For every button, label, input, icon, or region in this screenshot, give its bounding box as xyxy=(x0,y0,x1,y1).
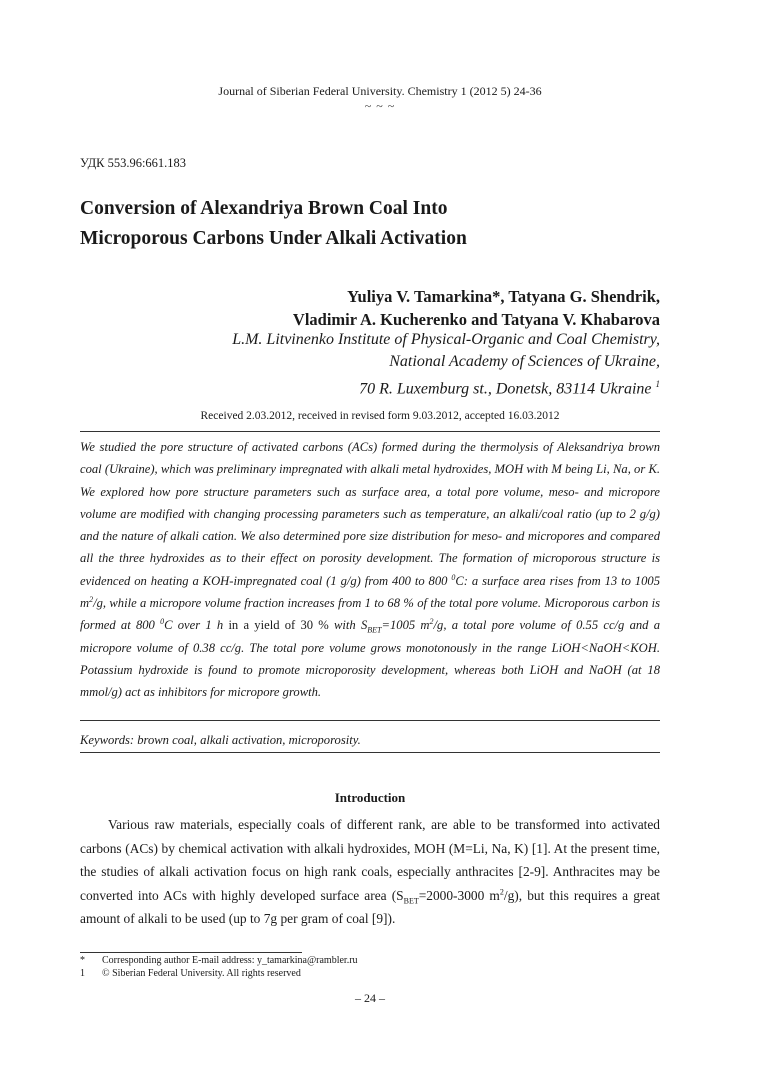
article-title xyxy=(80,194,467,254)
affiliation xyxy=(232,329,660,400)
keywords: Keywords: brown coal, alkali activation, microporosity. xyxy=(80,733,361,747)
affiliation-line-1: L.M. Litvinenko Institute of Physical-Organic and Coal Chemistry, xyxy=(232,331,660,348)
journal-header: Journal of Siberian Federal University. Chemistry 1 (2012 5) 24-36 xyxy=(218,84,542,98)
footnote-mark: * xyxy=(80,955,85,966)
footnote-text: © Siberian Federal University. All rights reserved xyxy=(102,968,301,979)
abstract: We studied the pore structure of activated carbons (ACs) formed during the thermolysis of Aleksandriya brown coal (Ukraine), which was preliminary impregnated with alkali metal hydroxides, MOH with M being Li, Na, or K. We explored how pore structure parameters such as surface area, a total pore volume, meso- and micropore volume are modified with changing processing parameters such as temperature, an alkali/coal ratio (up to 2 g/g) and the nature of alkali cation. We also determined pore size distribution for meso- and micropores and compared all the three hydroxides as to their effect on porosity development. The formation of microporous structure is evidenced on heating a KOH-impregnated coal (1 g/g) from 400 to 800 $^0$C: a surface area rises from 13 to 1005 $m^2/g$, while a micropore volume fraction increases from 1 to 68 % of the total pore volume. Microporous carbon is formed at 800 $^0$C over 1 h in a yield of 30 % with $S_{BET}=1005$ $m^2/g$, a total pore volume of 0.55 cc/g and a micropore volume of 0.38 cc/g. The total pore volume grows monotonously in the range LiOH<NaOH<KOH. Potassium hydroxide is found to promote microporosity development, whereas both LiOH and NaOH (at 18 mmol/g) act as inhibitors for micropore growth. xyxy=(80,440,661,700)
authors-line-2: Vladimir A. Kucherenko and Tatyana V. Khabarova xyxy=(292,310,660,329)
page-number: – 24 – xyxy=(355,991,385,1005)
authors-line-1: Yuliya V. Tamarkina*, Tatyana G. Shendrik, xyxy=(347,287,660,306)
footnote-text: Corresponding author E-mail address: y_tamarkina@rambler.ru xyxy=(102,955,358,966)
introduction-heading: Introduction xyxy=(334,790,406,805)
header-separator: ~ ~ ~ xyxy=(364,99,396,113)
affiliation-line-3: 70 R. Luxemburg st., Donetsk, 83114 Ukraine $^1$ xyxy=(359,379,660,398)
received-dates: Received 2.03.2012, received in revised form 9.03.2012, accepted 16.03.2012 xyxy=(200,410,560,422)
abstract-bottom-rule xyxy=(80,720,660,721)
affiliation-footnote-mark: 1 xyxy=(655,379,660,389)
keywords-rule xyxy=(80,752,660,753)
introduction-text: Various raw materials, especially coals of different rank, are able to be transformed into activated carbons (ACs) by chemical activation with alkali hydroxides, MOH (M=Li, Na, K) [1]. At the present time, the studies of alkali activation focus on high rank coals, especially anthracites [2-9]. Anthracites may be converted into ACs with highly developed surface area ($S_{BET}=2000-3000$ $m^2/g$), but this requires a great amount of alkali to be used (up to 7g per gram of coal [9]). xyxy=(80,817,660,927)
footnote-rule xyxy=(80,952,302,953)
udk-code: УДК 553.96:661.183 xyxy=(80,156,187,170)
title-line-1: Conversion of Alexandriya Brown Coal Into xyxy=(80,198,448,219)
title-line-2: Microporous Carbons Under Alkali Activation xyxy=(80,228,467,249)
footnote-corresponding xyxy=(80,955,358,966)
footnote-mark: 1 xyxy=(80,968,85,979)
authors xyxy=(293,285,660,331)
affiliation-line-2: National Academy of Sciences of Ukraine, xyxy=(389,353,660,370)
abstract-top-rule xyxy=(80,431,660,432)
footnote-copyright xyxy=(80,968,301,979)
